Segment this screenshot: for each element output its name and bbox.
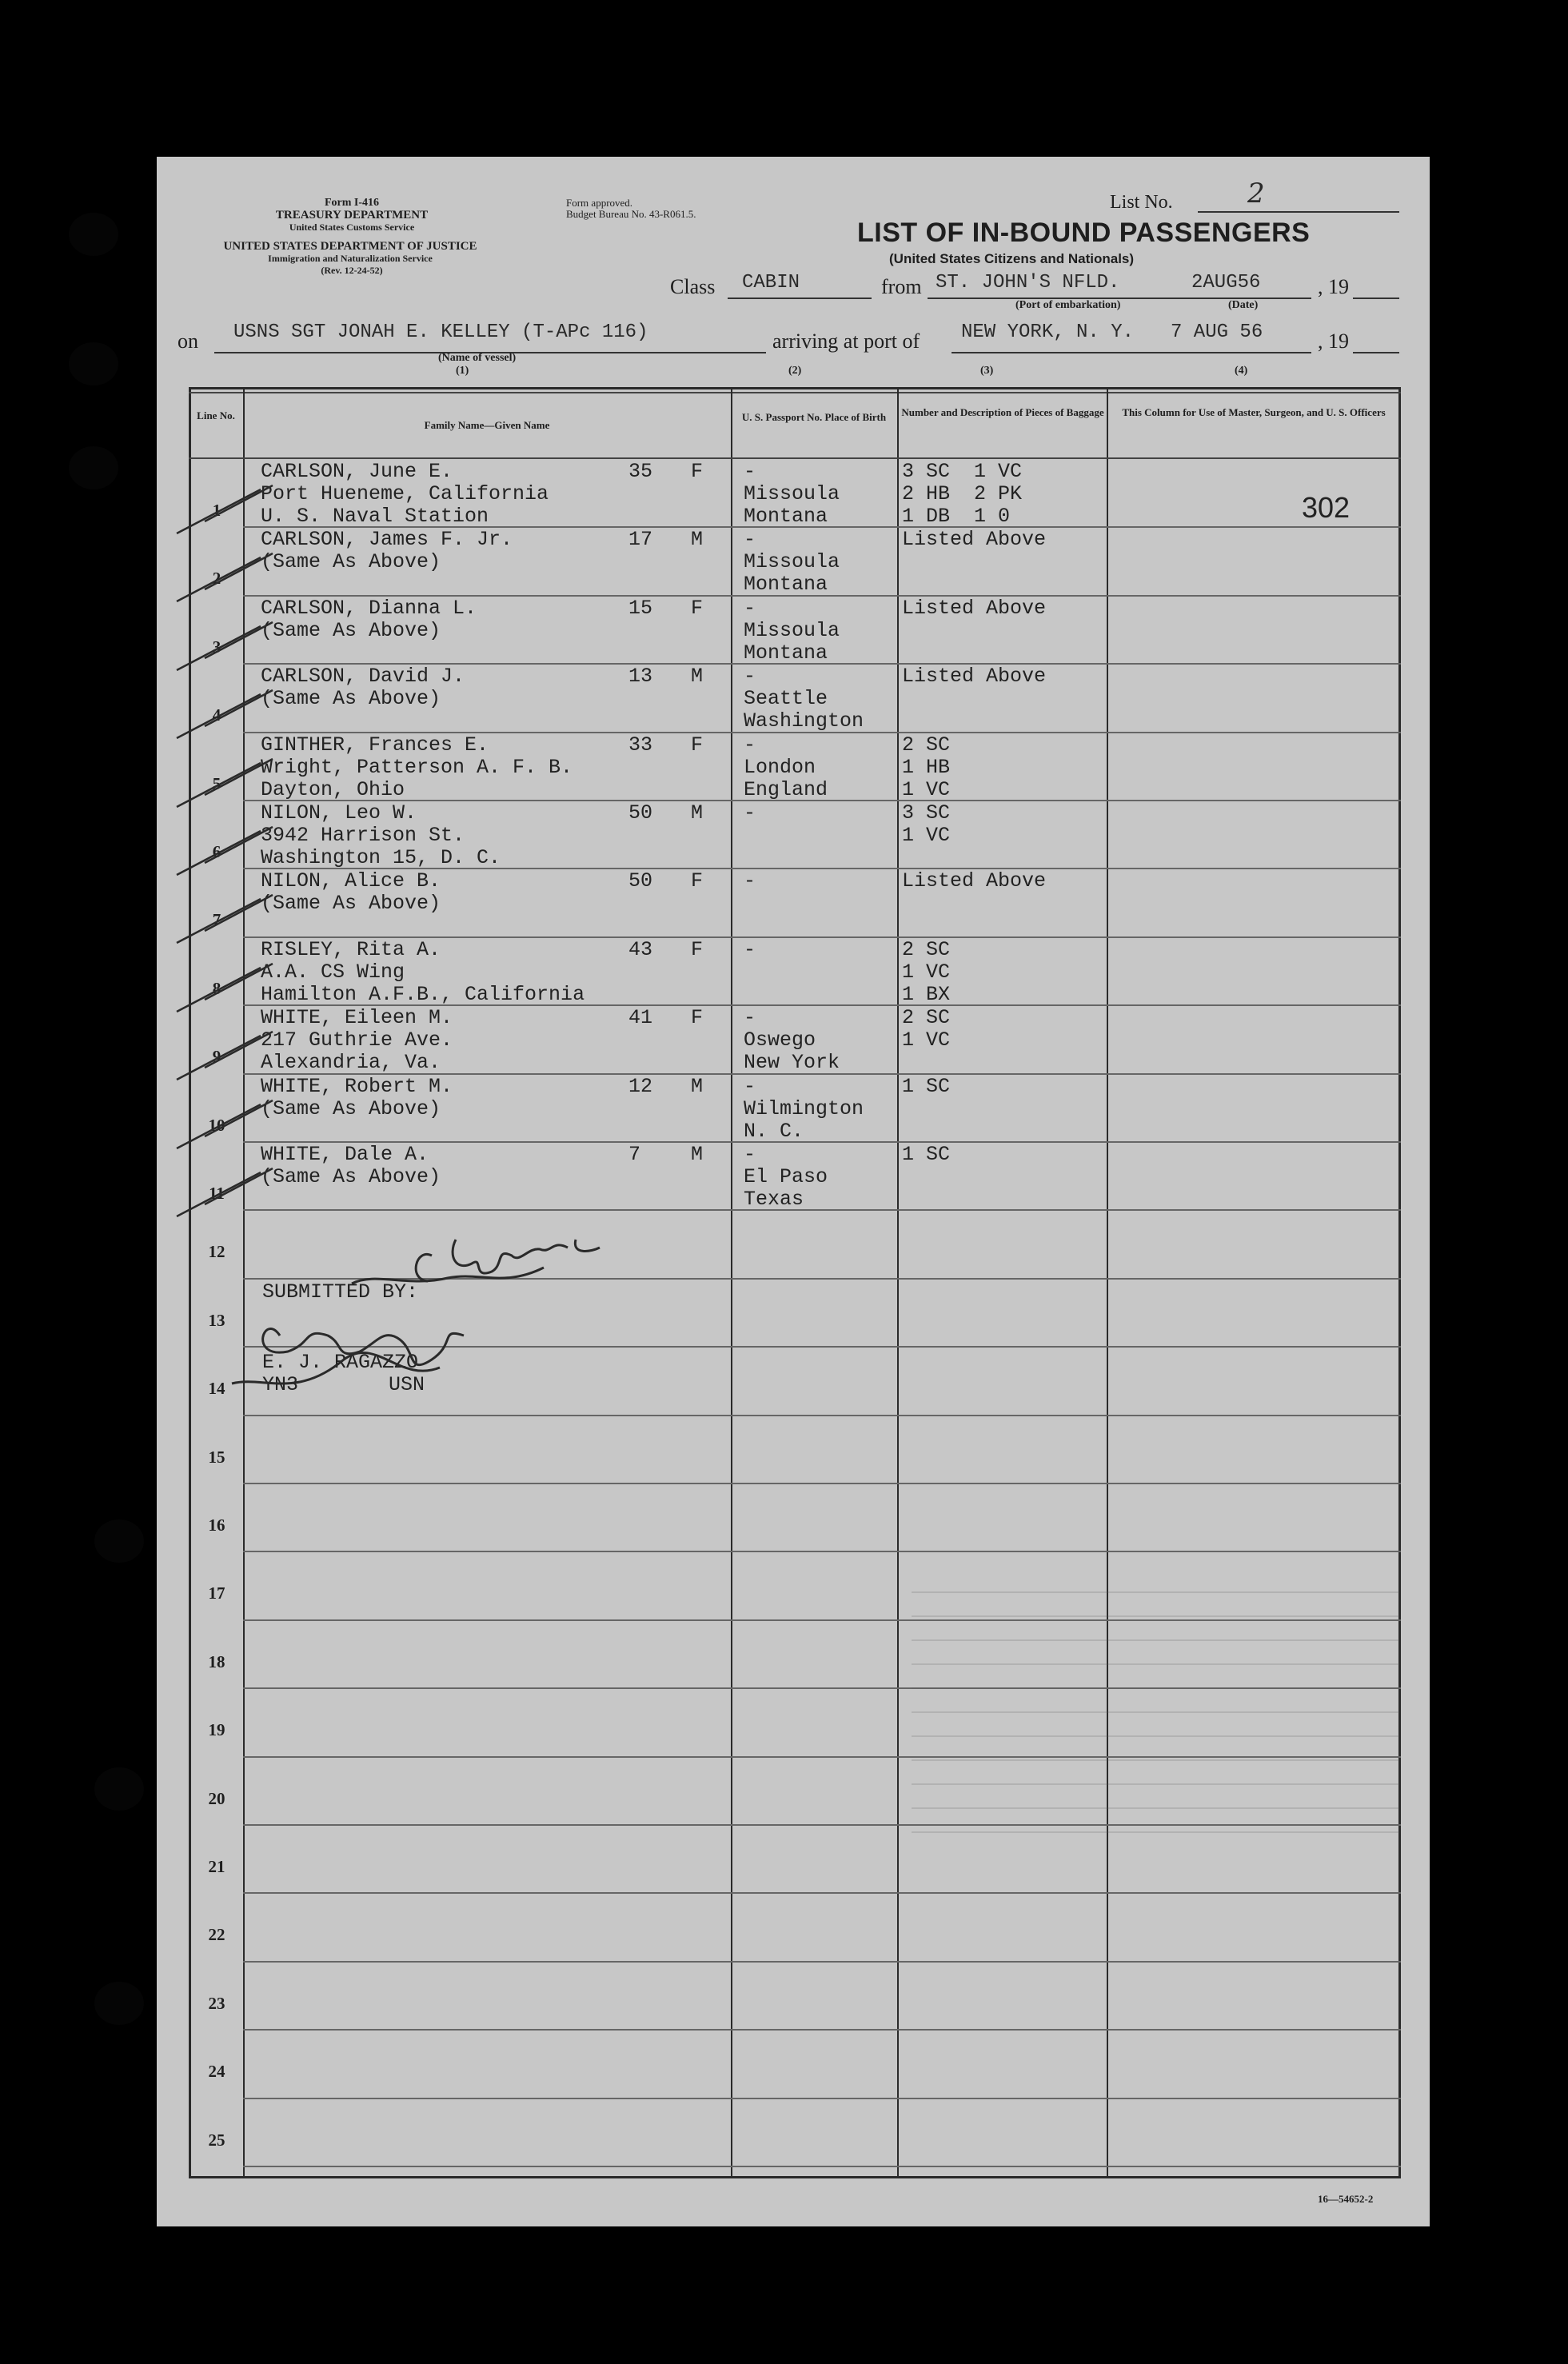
line-number: 10: [208, 1115, 225, 1135]
place-of-birth: - Oswego New York: [744, 1006, 840, 1075]
line-number: 2: [212, 569, 221, 589]
list-no-line: [1198, 211, 1399, 213]
page-subtitle: (United States Citizens and Nationals): [889, 251, 1135, 266]
line-number: 9: [212, 1047, 221, 1067]
on-label: on: [178, 329, 198, 353]
passenger-sex: F: [691, 937, 704, 961]
line-number: 21: [208, 1857, 225, 1876]
handwritten-signatures: [216, 1192, 792, 1432]
passenger-age: 43: [628, 937, 653, 961]
passenger-age: 41: [628, 1006, 653, 1030]
submitter-name: E. J. RAGAZZO: [262, 1351, 419, 1374]
passenger-sex: M: [691, 528, 704, 552]
vessel-caption: (Name of vessel): [438, 352, 517, 364]
passenger-age: 12: [628, 1074, 653, 1098]
passenger-sex: F: [691, 596, 704, 620]
place-of-birth: - Missoula Montana: [744, 528, 840, 597]
baggage-description: 1 SC: [902, 1074, 951, 1098]
passenger-age: 33: [628, 733, 653, 757]
line-number: 6: [212, 842, 221, 861]
passenger-age: 7: [628, 1143, 641, 1166]
table-double-rule: [189, 392, 1401, 393]
justice-dept: UNITED STATES DEPARTMENT OF JUSTICE: [223, 240, 477, 253]
passenger-name: RISLEY, Rita A. A.A. CS Wing Hamilton A.F.B., California: [261, 937, 585, 1006]
line-number: 20: [208, 1788, 225, 1808]
col-header-name: Family Name—Given Name: [424, 419, 550, 431]
place-of-birth: - London England: [744, 733, 828, 801]
line-number: 12: [208, 1242, 225, 1262]
class-label: Class: [670, 275, 716, 298]
passenger-age: 13: [628, 665, 653, 689]
submitter-rank: YN3: [262, 1373, 299, 1396]
baggage-description: 3 SC 1 VC 2 HB 2 PK 1 DB 1 0: [902, 460, 1023, 528]
revision: (Rev. 12-24-52): [321, 265, 383, 276]
passenger-sex: F: [691, 733, 704, 757]
passenger-age: 17: [628, 528, 653, 552]
col-header-passport: U. S. Passport No. Place of Birth: [741, 411, 887, 423]
punch-hole: [69, 213, 118, 256]
form-number: Form I-416: [324, 197, 380, 209]
punch-hole: [94, 1982, 144, 2025]
passenger-age: 35: [628, 460, 653, 483]
col-header-officers: This Column for Use of Master, Surgeon, and U. S. Officers: [1122, 406, 1386, 418]
submitted-label: SUBMITTED BY:: [262, 1280, 419, 1304]
baggage-description: Listed Above: [902, 596, 1047, 620]
row-rule: [243, 2029, 1401, 2031]
class-line: [728, 297, 872, 299]
line-number: 25: [208, 2130, 225, 2150]
line-number: 19: [208, 1720, 225, 1740]
baggage-description: 2 SC 1 VC: [902, 1006, 951, 1052]
caption-3: (3): [980, 365, 994, 377]
line-number: 22: [208, 1925, 225, 1945]
year-line: [1353, 297, 1399, 299]
submitter-branch: USN: [389, 1373, 425, 1396]
col-header-line: Line No.: [197, 409, 235, 421]
passenger-name: NILON, Leo W. 3942 Harrison St. Washington 15, D. C.: [261, 801, 501, 869]
line-number: 24: [208, 2062, 225, 2082]
passenger-name: CARLSON, June E. Port Hueneme, California U. S. Naval Station: [261, 460, 549, 528]
row-rule: [243, 1483, 1401, 1484]
place-of-birth: - Missoula Montana: [744, 460, 840, 528]
year-line-2: [1353, 352, 1399, 353]
line-number: 1: [212, 501, 221, 520]
passenger-name: GINTHER, Frances E. Wright, Patterson A. F. B. Dayton, Ohio: [261, 733, 573, 801]
baggage-description: 3 SC 1 VC: [902, 801, 951, 847]
vessel-name: USNS SGT JONAH E. KELLEY (T-APc 116): [233, 321, 648, 343]
passenger-age: 50: [628, 801, 653, 825]
ins-service: Immigration and Naturalization Service: [268, 253, 433, 264]
passenger-age: 50: [628, 869, 653, 893]
passenger-sex: M: [691, 665, 704, 689]
line-number: 4: [212, 705, 221, 725]
caption-2: (2): [788, 365, 802, 377]
year-suffix: , 19: [1318, 275, 1349, 298]
place-of-birth: -: [744, 801, 756, 825]
passenger-name: NILON, Alice B. (Same As Above): [261, 869, 441, 916]
line-number: 13: [208, 1310, 225, 1330]
line-number: 18: [208, 1651, 225, 1671]
line-number: 3: [212, 637, 221, 657]
passenger-age: 15: [628, 596, 653, 620]
baggage-description: Listed Above: [902, 528, 1047, 552]
punch-hole: [69, 342, 118, 385]
baggage-description: 1 SC: [902, 1143, 951, 1166]
list-no-value: 2: [1247, 178, 1265, 210]
line-number: 8: [212, 978, 221, 998]
embark-port: ST. JOHN'S NFLD.: [936, 272, 1120, 294]
line-number: 16: [208, 1515, 225, 1535]
arrival-date: 7 AUG 56: [1171, 321, 1263, 343]
passenger-sex: M: [691, 801, 704, 825]
place-of-birth: - Seattle Washington: [744, 665, 864, 733]
row-rule: [243, 2098, 1401, 2099]
passenger-sex: F: [691, 869, 704, 893]
passenger-sex: F: [691, 1006, 704, 1030]
from-label: from: [881, 275, 922, 298]
budget-bureau: Budget Bureau No. 43-R061.5.: [566, 208, 696, 220]
year-suffix-2: , 19: [1318, 329, 1349, 353]
date-caption: (Date): [1228, 299, 1259, 311]
arriving-label: arriving at port of: [772, 329, 920, 353]
line-number: 17: [208, 1583, 225, 1603]
page-total: 302: [1302, 491, 1351, 524]
baggage-description: Listed Above: [902, 869, 1047, 893]
row-rule: [243, 1551, 1401, 1552]
place-of-birth: -: [744, 937, 756, 961]
bleed-through-text: [912, 1591, 1399, 1847]
punch-hole: [94, 1519, 144, 1563]
line-number: 7: [212, 910, 221, 930]
place-of-birth: -: [744, 869, 756, 893]
embark-date: 2AUG56: [1191, 272, 1261, 294]
punch-hole: [94, 1767, 144, 1811]
row-rule: [243, 1961, 1401, 1963]
line-number: 14: [208, 1379, 225, 1399]
passenger-name: CARLSON, Dianna L. (Same As Above): [261, 596, 477, 642]
col-header-baggage: Number and Description of Pieces of Baggage: [901, 406, 1104, 418]
passenger-name: CARLSON, David J. (Same As Above): [261, 665, 465, 711]
row-rule: [243, 1892, 1401, 1894]
treasury-dept: TREASURY DEPARTMENT: [275, 209, 429, 222]
col-divider-baggage: [1107, 387, 1108, 2178]
line-number: 15: [208, 1447, 225, 1467]
line-number: 11: [209, 1184, 225, 1203]
passenger-name: WHITE, Robert M. (Same As Above): [261, 1074, 453, 1120]
form-code: 16—54652-2: [1318, 2193, 1374, 2205]
passenger-name: WHITE, Eileen M. 217 Guthrie Ave. Alexandria, Va.: [261, 1006, 453, 1075]
page-title: LIST OF IN-BOUND PASSENGERS: [857, 218, 1311, 248]
baggage-description: 2 SC 1 VC 1 BX: [902, 937, 951, 1006]
caption-1: (1): [456, 365, 469, 377]
place-of-birth: - Wilmington N. C.: [744, 1074, 864, 1143]
col-divider-passport: [897, 387, 899, 2178]
customs-service: United States Customs Service: [289, 222, 415, 233]
form-approved: Form approved.: [566, 197, 633, 209]
place-of-birth: - El Paso Texas: [744, 1143, 828, 1211]
line-number: 5: [212, 773, 221, 793]
embark-caption: (Port of embarkation): [1015, 299, 1121, 311]
passenger-name: WHITE, Dale A. (Same As Above): [261, 1143, 441, 1188]
passenger-sex: M: [691, 1074, 704, 1098]
punch-hole: [69, 446, 118, 489]
baggage-description: 2 SC 1 HB 1 VC: [902, 733, 951, 801]
class-value: CABIN: [742, 272, 800, 294]
arrival-port: NEW YORK, N. Y.: [961, 321, 1135, 343]
line-number: 23: [208, 1993, 225, 2013]
arrival-line: [952, 352, 1311, 353]
header-rule: [189, 457, 1401, 459]
place-of-birth: - Missoula Montana: [744, 596, 840, 665]
caption-4: (4): [1235, 365, 1248, 377]
passenger-name: CARLSON, James F. Jr. (Same As Above): [261, 528, 513, 574]
passenger-sex: F: [691, 460, 704, 483]
list-no-label: List No.: [1110, 192, 1173, 213]
passenger-sex: M: [691, 1143, 704, 1166]
baggage-description: Listed Above: [902, 665, 1047, 689]
row-rule: [243, 2166, 1401, 2167]
